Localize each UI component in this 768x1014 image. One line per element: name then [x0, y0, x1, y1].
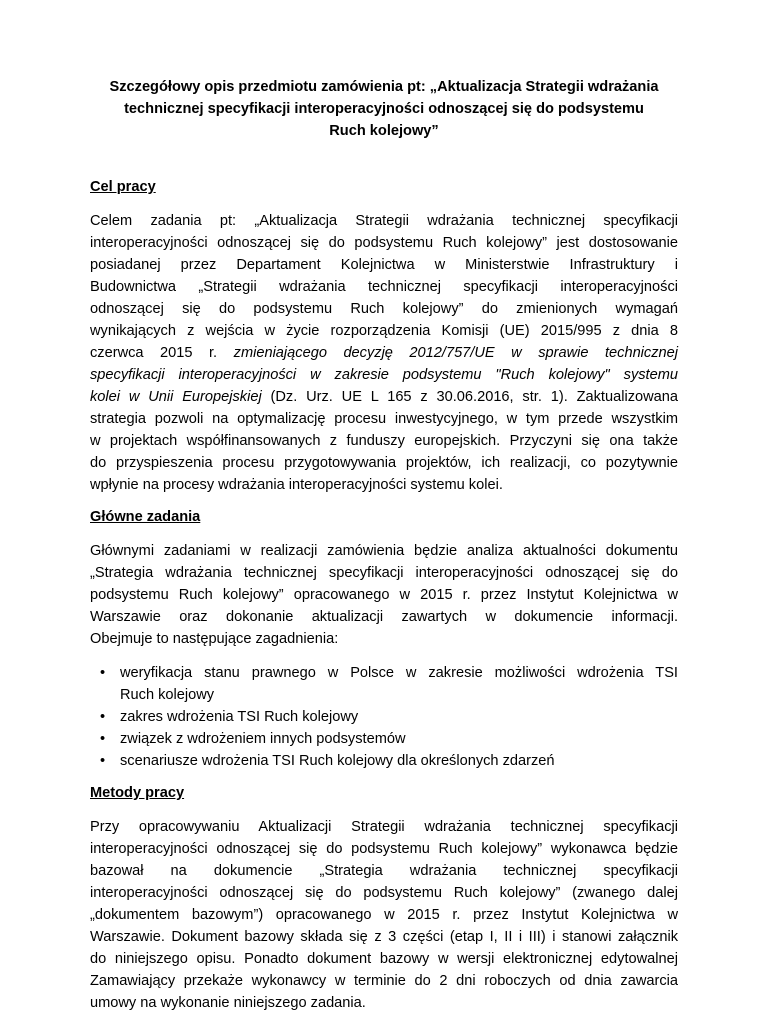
text-italic: specyfikacji interoperacyjności w zakresie podsystemu "Ruch kolejowy" systemu	[90, 367, 678, 383]
text-line: wynikających z wejścia w życie rozporządzenia Komisji (UE) 2015/995 z dnia 8	[90, 323, 678, 339]
text-line: weryfikacja stanu prawnego w Polsce w zakresie możliwości wdrożenia TSI	[120, 665, 678, 681]
text-line: Ruch kolejowy	[120, 687, 215, 703]
text-line: związek z wdrożeniem innych podsystemów	[120, 731, 406, 747]
text-line: zakres wdrożenia TSI Ruch kolejowy	[120, 709, 359, 725]
section-paragraph-zadania	[90, 540, 678, 650]
text-line: Warszawie. Dokument bazowy składa się z 3 części (etap I, II i III) i stanowi załącznik	[90, 929, 678, 945]
text-line: umowy na wykonanie niniejszego zadania.	[90, 995, 366, 1011]
list-item	[90, 728, 678, 750]
text-line: Obejmuje to następujące zagadnienia:	[90, 631, 339, 647]
text-line: Zamawiający przekaże wykonawcy w terminie do 2 dni roboczych od dnia zawarcia	[90, 973, 678, 989]
text-line: podsystemu Ruch kolejowy” opracowanego w 2015 r. przez Instytut Kolejnictwa w	[90, 587, 678, 603]
text-line: odnoszącej się do podsystemu Ruch kolejowy” do zmienionych wymagań	[90, 301, 678, 317]
text-line: Warszawie oraz dokonanie aktualizacji zawartych w dokumencie informacji.	[90, 609, 678, 625]
document-title	[90, 76, 678, 142]
text-line: interoperacyjności odnoszącej się do podsystemu Ruch kolejowy” wykonawca będzie	[90, 841, 678, 857]
bullet-icon: •	[100, 665, 106, 681]
text-line: „dokumentem bazowym”) opracowanego w 2015 r. przez Instytut Kolejnictwa w	[90, 907, 678, 923]
text-normal: czerwca 2015 r.	[90, 345, 234, 361]
section-heading-cel: Cel pracy	[90, 179, 156, 195]
text-line: „Strategia wdrażania technicznej specyfikacji interoperacyjności odnoszącej się do	[90, 565, 678, 581]
document-page	[90, 64, 678, 1014]
text-line: wpłynie na procesy wdrażania interoperacyjności systemu kolei.	[90, 477, 503, 493]
text-line: Głównymi zadaniami w realizacji zamówienia będzie analiza aktualności dokumentu	[90, 543, 678, 559]
list-item	[90, 662, 678, 706]
text-line	[90, 364, 678, 386]
bullet-icon: •	[100, 731, 106, 747]
text-line: posiadanej przez Departament Kolejnictwa w Ministerstwie Infrastruktury i	[90, 257, 678, 273]
text-line: scenariusze wdrożenia TSI Ruch kolejowy dla określonych zdarzeń	[120, 753, 555, 769]
text-line: strategia pozwoli na optymalizację procesu inwestycyjnego, w tym przede wszystkim	[90, 411, 678, 427]
section-heading-zadania: Główne zadania	[90, 509, 201, 525]
list-item	[90, 750, 678, 772]
title-line-2: technicznej specyfikacji interoperacyjności odnoszącej się do podsystemu	[124, 101, 644, 117]
text-line: Przy opracowywaniu Aktualizacji Strategii wdrażania technicznej specyfikacji	[90, 819, 678, 835]
list-item	[90, 706, 678, 728]
bullet-icon: •	[100, 753, 106, 769]
title-line-3: Ruch kolejowy”	[329, 123, 439, 139]
text-line: do niniejszego opisu. Ponadto dokument bazowy w wersji elektronicznej edytowalnej	[90, 951, 678, 967]
text-line: do przyspieszenia procesu przygotowywania projektów, ich realizacji, co pozytywnie	[90, 455, 678, 471]
text-line: Celem zadania pt: „Aktualizacja Strategii wdrażania technicznej specyfikacji	[90, 213, 678, 229]
text-line: Budownictwa „Strategii wdrażania technicznej specyfikacji interoperacyjności	[90, 279, 678, 295]
text-line: w projektach współfinansowanych z funduszy europejskich. Przyczyni się ona także	[90, 433, 678, 449]
bullet-icon: •	[100, 709, 106, 725]
section-paragraph-cel	[90, 210, 678, 496]
section-heading-metody: Metody pracy	[90, 785, 185, 801]
text-line	[90, 342, 678, 364]
text-normal: (Dz. Urz. UE L 165 z 30.06.2016, str. 1). Zaktualizowana	[261, 389, 678, 405]
text-line: bazował na dokumencie „Strategia wdrażania technicznej specyfikacji	[90, 863, 678, 879]
text-italic: kolei w Unii Europejskiej	[90, 389, 262, 405]
text-italic: zmieniającego decyzję 2012/757/UE w sprawie technicznej	[233, 345, 678, 361]
text-line: interoperacyjności odnoszącej się do podsystemu Ruch kolejowy” (zwanego dalej	[90, 885, 678, 901]
task-list	[90, 662, 678, 772]
section-paragraph-metody	[90, 816, 678, 1014]
text-line	[90, 386, 678, 408]
title-line-1: Szczegółowy opis przedmiotu zamówienia pt: „Aktualizacja Strategii wdrażania	[109, 79, 659, 95]
text-line: interoperacyjności odnoszącej się do podsystemu Ruch kolejowy” jest dostosowanie	[90, 235, 678, 251]
